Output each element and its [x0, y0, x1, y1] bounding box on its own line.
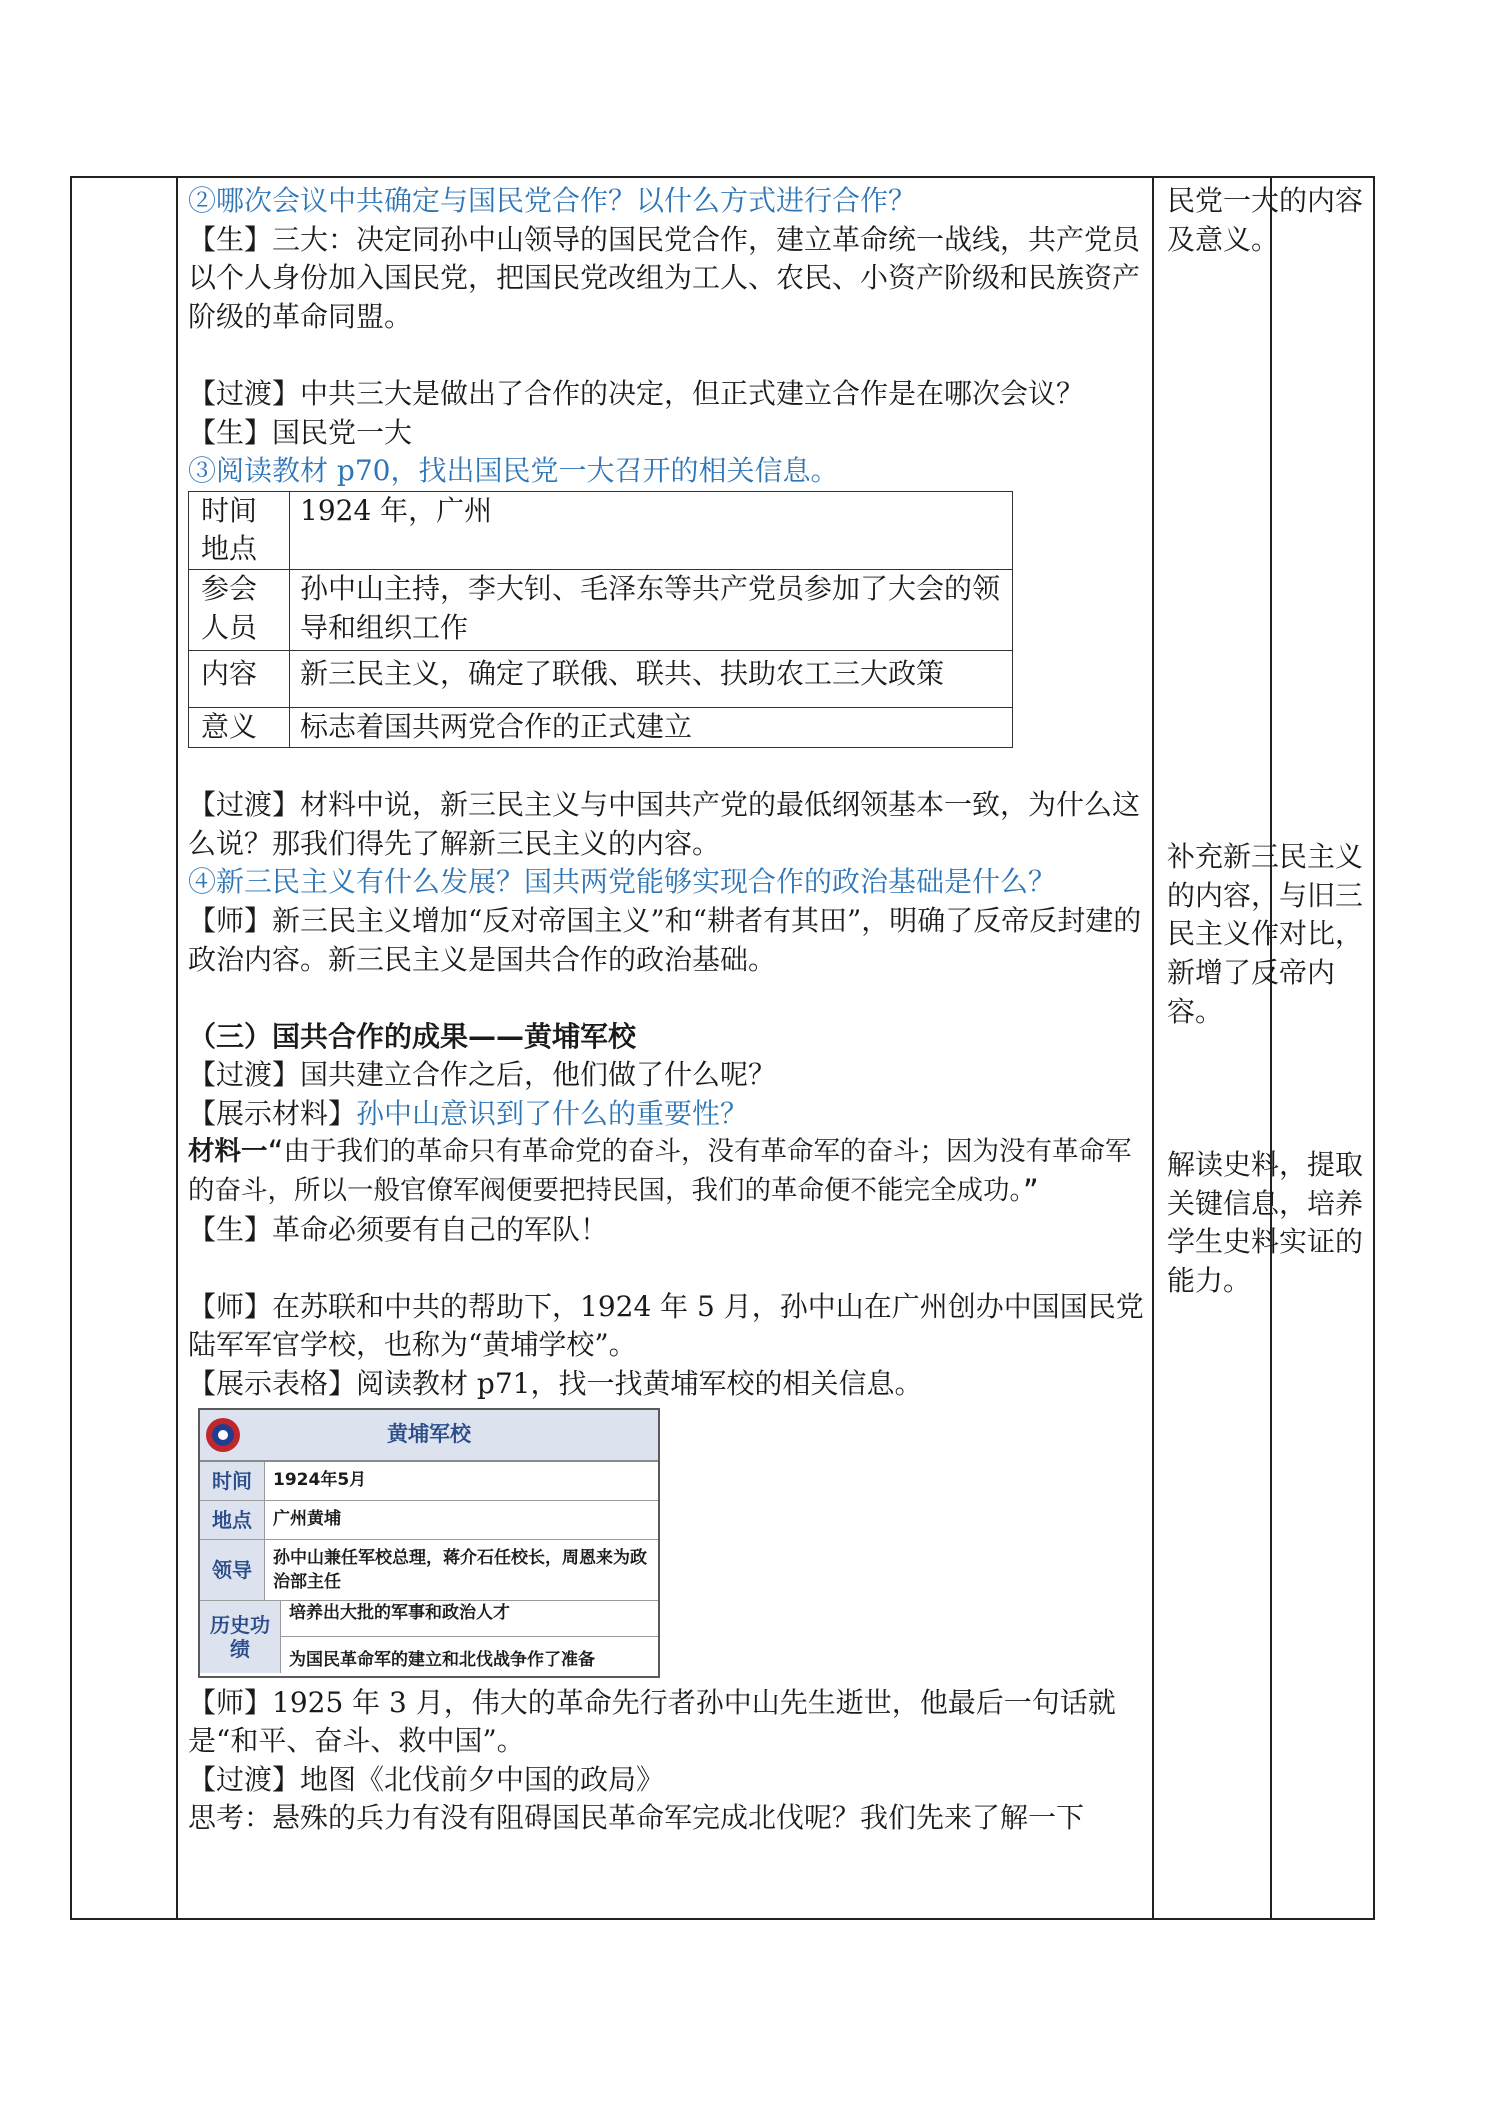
- transition-4: 【过渡】地图《北伐前夕中国的政局》: [188, 1762, 665, 1796]
- table-key: 意义: [189, 707, 290, 747]
- table-row: [189, 569, 1013, 650]
- table-row: [189, 650, 1013, 707]
- table-value: [281, 1601, 658, 1673]
- answer-5: 【生】革命必须要有自己的军队！: [188, 1212, 609, 1246]
- table-key: 历史功绩: [200, 1601, 281, 1673]
- answer-2: 【生】三大：决定同孙中山领导的国民党合作，建立革命统一战线，共产党员以个人身份加入国民党，把国民党改组为工人、农民、小资产阶级和民族资产阶级的革命同盟。: [188, 222, 1141, 333]
- teacher-2: 【师】1925 年 3 月，伟大的革命先行者孙中山先生逝世，他最后一句话就是“和平、奋斗、救中国”。: [188, 1685, 1116, 1758]
- table-row: [200, 1501, 658, 1540]
- huangpu-table-header: [200, 1410, 658, 1462]
- table-value: 标志着国共两党合作的正式建立: [290, 707, 1013, 747]
- question-4: ④新三民主义有什么发展？国共两党能够实现合作的政治基础是什么？: [188, 865, 1057, 899]
- table-value: 1924年5月: [273, 1470, 367, 1491]
- kmt-emblem-icon: [204, 1416, 242, 1454]
- table-key: 时间地点: [189, 491, 290, 569]
- question-3: ③阅读教材 p70，找出国民党一大召开的相关信息。: [188, 454, 839, 488]
- show-material: [188, 1095, 1148, 1134]
- column-divider-2: [1152, 178, 1154, 1918]
- teaching-process-column: [188, 182, 1148, 1838]
- transition-2: 【过渡】材料中说，新三民主义与中国共产党的最低纲领基本一致，为什么这么说？那我们得先了解新三民主义的内容。: [188, 788, 1141, 860]
- table-value: 广州黄埔: [273, 1509, 341, 1530]
- table-value: 孙中山主持，李大钊、毛泽东等共产党员参加了大会的领导和组织工作: [290, 569, 1013, 650]
- think-question: 思考：悬殊的兵力有没有阻碍国民革命军完成北伐呢？我们先来了解一下: [188, 1801, 1085, 1835]
- gmd-congress-table: [188, 491, 1013, 748]
- table-row: [200, 1462, 658, 1501]
- answer-gmd-congress: 【生】国民党一大: [188, 415, 413, 449]
- side-note-3: 解读史料，提取关键信息，培养学生史料实证的能力。: [1167, 1148, 1364, 1297]
- section-heading-3: （三）国共合作的成果——黄埔军校: [188, 1019, 637, 1053]
- lesson-plan-table: [70, 176, 1375, 1920]
- table-value: 新三民主义，确定了联俄、联共、扶助农工三大政策: [290, 650, 1013, 707]
- material-label: 材料一: [188, 1136, 268, 1168]
- table-key: 领导: [200, 1540, 265, 1600]
- table-row: [189, 707, 1013, 747]
- table-row: [189, 491, 1013, 569]
- table-subvalue: 为国民革命军的建立和北伐战争作了准备: [289, 1650, 595, 1671]
- huangpu-academy-table-image: [198, 1408, 660, 1678]
- table-key: 参会人员: [189, 569, 290, 650]
- transition-1: 【过渡】中共三大是做出了合作的决定，但正式建立合作是在哪次会议？: [188, 376, 1085, 410]
- table-row: [200, 1601, 658, 1673]
- show-material-prefix: 【展示材料】: [188, 1096, 357, 1130]
- teacher-1: 【师】在苏联和中共的帮助下，1924 年 5 月，孙中山在广州创办中国国民党陆军军官学校，也称为“黄埔学校”。: [188, 1289, 1144, 1362]
- table-value: 1924 年，广州: [290, 491, 1013, 569]
- table-value: 孙中山兼任军校总理，蒋介石任校长，周恩来为政治部主任: [273, 1547, 647, 1592]
- show-material-question: 孙中山意识到了什么的重要性？: [356, 1096, 749, 1130]
- table-key: 内容: [189, 650, 290, 707]
- table-key: 时间: [200, 1462, 265, 1500]
- table-subvalue: 培养出大批的军事和政治人才: [281, 1590, 658, 1638]
- column-divider-1: [176, 178, 178, 1918]
- material-text: “由于我们的革命只有革命党的奋斗，没有革命军的奋斗；因为没有革命军的奋斗，所以一般官僚军阀便要把持民国，我们的革命便不能完全成功。”: [188, 1136, 1132, 1207]
- side-note-2: 补充新三民主义的内容，与旧三民主义作对比，新增了反帝内容。: [1167, 840, 1364, 1028]
- design-intent-column: [1167, 182, 1367, 1301]
- transition-3: 【过渡】国共建立合作之后，他们做了什么呢？: [188, 1058, 777, 1092]
- show-table: 【展示表格】阅读教材 p71，找一找黄埔军校的相关信息。: [188, 1367, 923, 1401]
- material-1: [188, 1133, 1148, 1210]
- table-key: 地点: [200, 1501, 265, 1539]
- question-2: ②哪次会议中共确定与国民党合作？以什么方式进行合作？: [188, 184, 917, 217]
- huangpu-table-title: 黄埔军校: [387, 1422, 471, 1447]
- answer-4: 【师】新三民主义增加“反对帝国主义”和“耕者有其田”，明确了反帝反封建的政治内容。新三民主义是国共合作的政治基础。: [188, 903, 1142, 976]
- side-note-1: 民党一大的内容及意义。: [1167, 184, 1364, 256]
